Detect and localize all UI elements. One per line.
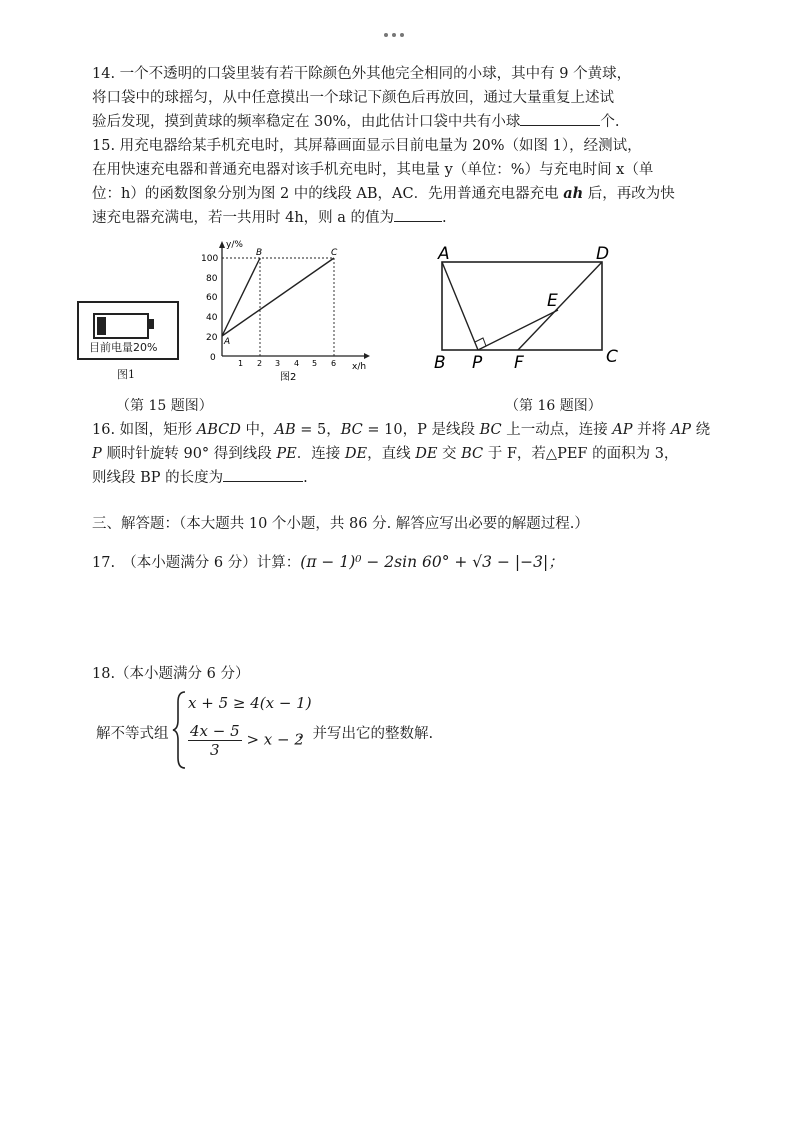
y-tick-40: 40 [206, 313, 218, 323]
y-tick-20: 20 [206, 333, 218, 343]
x-tick-2: 2 [257, 359, 263, 368]
q14-line-1: 14. 一个不透明的口袋里装有若干除颜色外其他完全相同的小球，其中有 9 个黄球， [92, 66, 632, 82]
segment-ap [442, 262, 478, 350]
q17-expression: (π − 1)⁰ − 2sin 60° + √3 − |−3|； [300, 553, 564, 571]
label-c: C [606, 347, 618, 367]
label-d: D [596, 244, 610, 264]
q18-frac-numerator: 4x − 5 [190, 722, 240, 740]
figure-2-label: 图2 [280, 372, 297, 383]
q18-suffix: ，并写出它的整数解. [298, 726, 434, 742]
label-b: B [434, 353, 446, 373]
point-a-label: A [224, 337, 231, 347]
battery-label: 目前电量20% [89, 341, 158, 354]
q14-answer-blank [520, 111, 600, 126]
label-f: F [514, 353, 524, 373]
y-axis-arrow [219, 241, 225, 248]
battery-icon [93, 313, 149, 339]
y-tick-80: 80 [206, 274, 218, 284]
q16-line-2: P 顺时针旋转 90° 得到线段 PE．连接 DE，直线 DE 交 BC 于 F，若△PEF 的面积为 3， [92, 446, 679, 462]
q15-line-1: 15. 用充电器给某手机充电时，其屏幕画面显示目前电量为 20%（如图 1），经测试， [92, 138, 642, 154]
q18-prefix: 解不等式组 [96, 726, 169, 742]
question-17 [92, 550, 722, 575]
label-e: E [547, 291, 558, 311]
q18-frac-denominator: 3 [210, 741, 220, 759]
point-c-label: C [331, 248, 338, 258]
x-axis-arrow [364, 353, 370, 359]
q14-line-2: 将口袋中的球摇匀，从中任意摸出一个球记下颜色后再放回，通过大量重复上述试 [92, 90, 614, 106]
figure-1-battery-screen [77, 301, 179, 360]
segment-ab [222, 258, 260, 336]
segment-ac [222, 258, 334, 336]
line-de [518, 262, 602, 350]
q15-answer-blank [394, 207, 442, 222]
q18-inequality-1: x + 5 ≥ 4(x − 1) [188, 694, 312, 712]
q16-line-3: 则线段 BP 的长度为 . [92, 466, 722, 490]
q16-answer-blank [223, 467, 303, 482]
x-tick-3: 3 [275, 359, 281, 368]
y-tick-60: 60 [206, 293, 218, 303]
figure-1-label: 图1 [117, 368, 135, 381]
q18-inequality-2: $\frac{4x - 5}{3}$ > x − 2 [190, 722, 304, 759]
figure-16-rectangle [430, 244, 630, 376]
x-tick-4: 4 [294, 359, 300, 368]
segment-pe [478, 310, 558, 350]
x-tick-6: 6 [331, 359, 337, 368]
page-menu-dots [384, 22, 414, 30]
question-16 [92, 418, 722, 490]
q16-line-1: 16. 如图，矩形 ABCD 中，AB = 5，BC = 10，P 是线段 BC 上一动点，连接 AP 并将 AP 绕 [92, 422, 711, 438]
section-3-heading: 三、解答题：（本大题共 10 个小题，共 86 分. 解答应写出必要的解题过程.） [92, 516, 589, 532]
point-b-label: B [256, 248, 263, 258]
question-14 [92, 62, 722, 134]
right-angle-mark [475, 338, 486, 346]
x-tick-5: 5 [312, 359, 318, 368]
figure-15-caption: （第 15 题图） [116, 398, 213, 414]
x-tick-1: 1 [238, 359, 244, 368]
q18-label: 18.（本小题满分 6 分） [92, 666, 250, 682]
rectangle-abcd [442, 262, 602, 350]
origin-label: 0 [210, 353, 216, 363]
figure-16-caption: （第 16 题图） [505, 398, 602, 414]
brace-icon [172, 690, 188, 770]
question-15 [92, 134, 722, 230]
label-a: A [438, 244, 450, 264]
q14-line-3: 验后发现，摸到黄球的频率稳定在 30%，由此估计口袋中共有小球 个. [92, 110, 722, 134]
x-axis-label: x/h [352, 362, 367, 372]
q15-line-4: 速充电器充满电，若一共用时 4h，则 a 的值为 . [92, 206, 722, 230]
figure-2-graph [196, 238, 376, 383]
y-axis-label: y/% [226, 240, 243, 250]
q17-label: 17. （本小题满分 6 分）计算： [92, 555, 301, 571]
q15-line-2: 在用快速充电器和普通充电器对该手机充电时，其电量 y（单位：%）与充电时间 x（单 [92, 162, 654, 178]
label-p: P [472, 353, 483, 373]
q15-line-3: 位：h）的函数图象分别为图 2 中的线段 AB，AC．先用普通充电器充电 ah 后，再改为快 [92, 185, 675, 202]
y-tick-100: 100 [201, 254, 219, 264]
